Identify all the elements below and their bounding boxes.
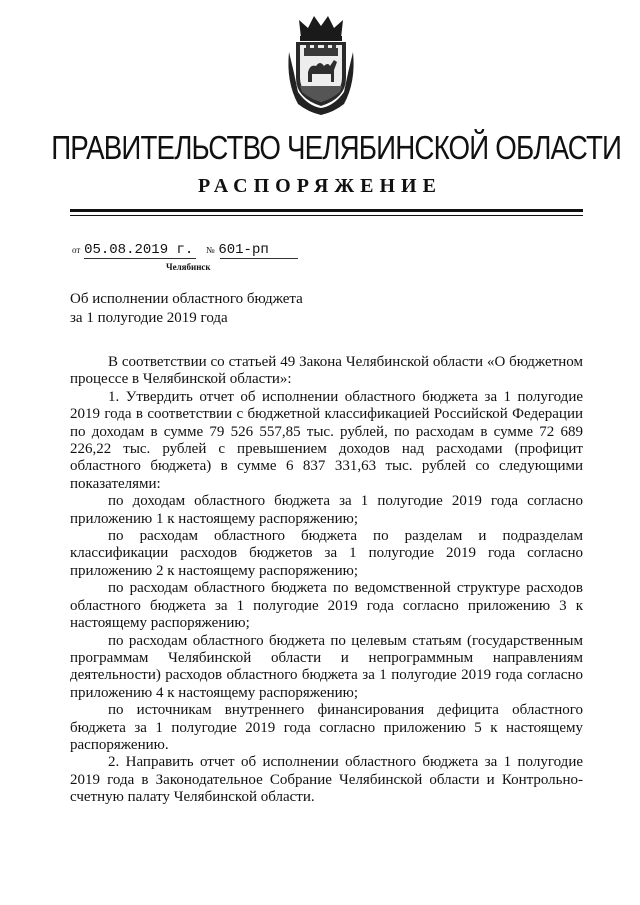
document-type: РАСПОРЯЖЕНИЕ bbox=[198, 175, 442, 197]
city-label: Челябинск bbox=[166, 262, 211, 272]
number-value: 601-рп bbox=[218, 242, 269, 258]
body-paragraph: по расходам областного бюджета по разделам и подразделам классификации расходов бюджетов за 1 полугодие 2019 года согласно приложению 2 к настоящему распоряжению; bbox=[70, 528, 583, 579]
document-body bbox=[70, 354, 583, 807]
number-prefix: № bbox=[206, 245, 215, 255]
body-paragraph: по расходам областного бюджета по целевым статьям (государственным программам Челябинской области и непрограммным направлениям деятельности) расходов областного бюджета за 1 полугодие 2019 года согласно приложению 4 к настоящему распоряжению; bbox=[70, 632, 583, 701]
date-underline bbox=[84, 258, 196, 259]
document-subject bbox=[70, 290, 390, 328]
government-title: ПРАВИТЕЛЬСТВО ЧЕЛЯБИНСКОЙ ОБЛАСТИ bbox=[51, 129, 622, 166]
body-paragraph: 1. Утвердить отчет об исполнении областного бюджета за 1 полугодие 2019 года в соответствии с бюджетной классификацией Российской Федерации по доходам в сумме 79 526 557,85 тыс. рублей, по расходам в сумме 72 689 226,22 тыс. рублей с превышением доходов над расходами (профицит областного бюджета) в сумме 6 837 331,63 тыс. рублей со следующими показателями: bbox=[70, 388, 583, 492]
body-paragraph: по расходам областного бюджета по ведомственной структуре расходов областного бюджета за 1 полугодие 2019 года согласно приложению 3 к настоящему распоряжению; bbox=[70, 580, 583, 632]
header-divider-thick bbox=[70, 209, 583, 212]
body-paragraph: по доходам областного бюджета за 1 полугодие 2019 года согласно приложению 1 к настоящему распоряжению; bbox=[70, 493, 583, 527]
date-field bbox=[72, 240, 193, 259]
header-divider-thin bbox=[70, 215, 583, 216]
body-paragraph: по источникам внутреннего финансирования дефицита областного бюджета за 1 полугодие 2019 года согласно приложению 5 к настоящему распоряжению. bbox=[70, 702, 583, 753]
date-prefix: от bbox=[72, 245, 81, 255]
body-paragraph: В соответствии со статьей 49 Закона Челябинской области «О бюджетном процессе в Челябинской области»: bbox=[70, 354, 583, 388]
date-value: 05.08.2019 г. bbox=[84, 242, 194, 258]
body-paragraph: 2. Направить отчет об исполнении областного бюджета за 1 полугодие 2019 года в Законодательное Собрание Челябинской области и Контрольно-счетную палату Челябинской области. bbox=[70, 754, 583, 806]
chelyabinsk-coat-of-arms-icon bbox=[284, 12, 358, 116]
number-underline bbox=[220, 258, 298, 259]
subject-line: Об исполнении областного бюджета bbox=[70, 291, 303, 307]
number-field bbox=[206, 240, 269, 259]
subject-line: за 1 полугодие 2019 года bbox=[70, 310, 228, 326]
